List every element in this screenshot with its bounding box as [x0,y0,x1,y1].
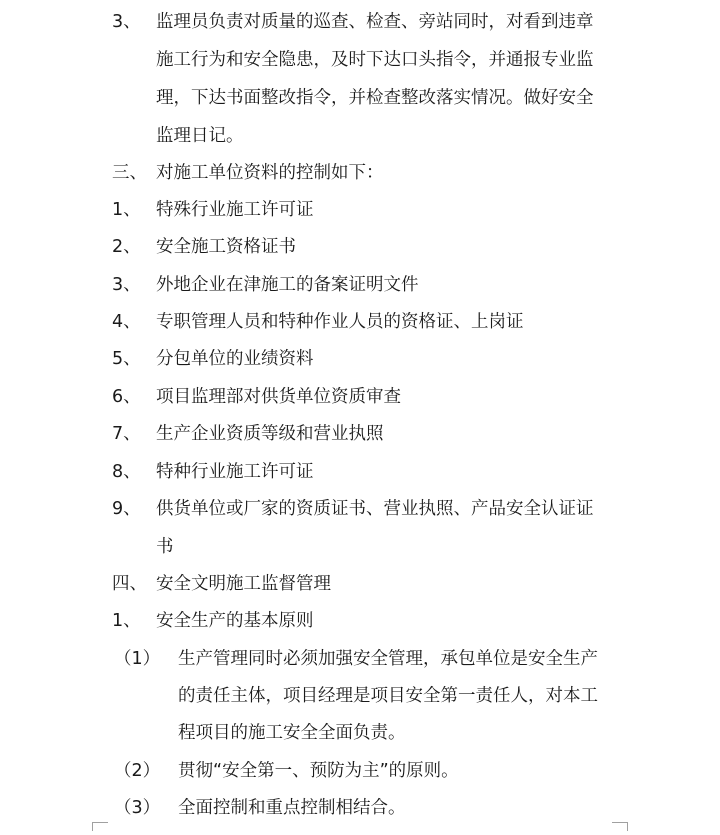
sub-item-number: （3） [114,798,161,818]
list-item-text: 特种行业施工许可证 [156,462,314,482]
list-item-number: 3、 [112,12,141,32]
sub-item-text: 的责任主体，项目经理是项目安全第一责任人，对本工 [178,686,598,706]
list-item-text: 理，下达书面整改指令，并检查整改落实情况。做好安全 [156,88,594,108]
list-item-text: 特殊行业施工许可证 [156,200,314,220]
list-item-number: 5、 [112,349,141,369]
section-number: 四、 [112,574,147,594]
list-item-number: 2、 [112,237,141,257]
list-item-number: 1、 [112,611,141,631]
sub-item-number: （2） [114,761,161,781]
crop-mark [627,822,628,831]
list-item-number: 9、 [112,499,141,519]
list-item-text: 安全施工资格证书 [156,237,296,257]
crop-mark [92,822,108,823]
list-item-text: 供货单位或厂家的资质证书、营业执照、产品安全认证证 [156,499,594,519]
sub-item-number: （1） [114,649,161,669]
list-item-number: 7、 [112,424,141,444]
list-item-text: 生产企业资质等级和营业执照 [156,424,384,444]
list-item-number: 3、 [112,275,141,295]
crop-mark [92,822,93,831]
list-item-text: 项目监理部对供货单位资质审查 [156,387,401,407]
section-heading: 对施工单位资料的控制如下： [156,163,384,183]
list-item-number: 8、 [112,462,141,482]
list-item-text: 外地企业在津施工的备案证明文件 [156,275,419,295]
list-item-text: 监理员负责对质量的巡查、检查、旁站同时，对看到违章 [156,12,594,32]
list-item-text: 安全生产的基本原则 [156,611,314,631]
list-item-text: 监理日记。 [156,126,244,146]
list-item-text: 书 [156,537,174,557]
list-item-number: 6、 [112,387,141,407]
section-heading: 安全文明施工监督管理 [156,574,331,594]
crop-mark [612,822,628,823]
sub-item-text: 贯彻“安全第一、预防为主”的原则。 [178,761,459,781]
section-number: 三、 [112,163,147,183]
list-item-number: 4、 [112,312,141,332]
list-item-text: 专职管理人员和特种作业人员的资格证、上岗证 [156,312,524,332]
sub-item-text: 程项目的施工安全全面负责。 [178,723,406,743]
list-item-text: 施工行为和安全隐患，及时下达口头指令，并通报专业监 [156,50,594,70]
list-item-number: 1、 [112,200,141,220]
sub-item-text: 全面控制和重点控制相结合。 [178,798,406,818]
list-item-text: 分包单位的业绩资料 [156,349,314,369]
sub-item-text: 生产管理同时必须加强安全管理，承包单位是安全生产 [178,649,598,669]
